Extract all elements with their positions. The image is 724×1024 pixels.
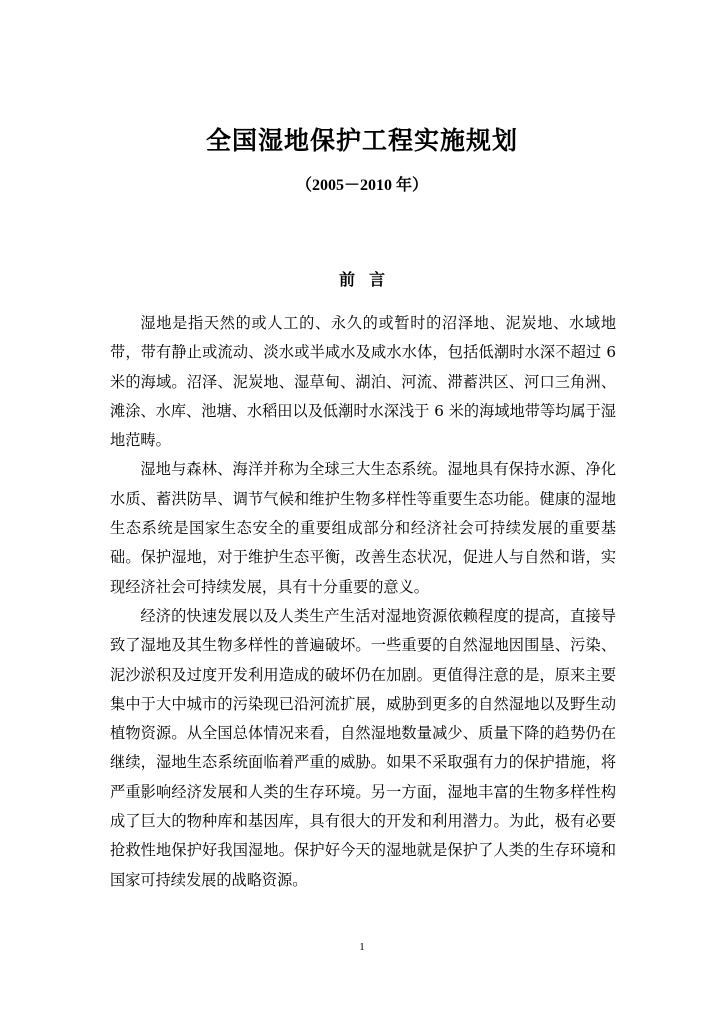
section-heading: 前言 <box>338 270 399 289</box>
page-number: 1 <box>359 941 365 953</box>
paragraph: 湿地与森林、海洋并称为全球三大生态系统。湿地具有保持水源、净化水质、蓄洪防旱、调节气候和维护生物多样性等重要生态功能。健康的湿地生态系统是国家生态安全的重要组成部分和经济社会可持续发展的重要基础。保护湿地，对于维护生态平衡，改善生态状况，促进人与自然和谐，实现经济社会可持续发展，具有十分重要的意义。 <box>110 460 616 596</box>
document-title: 全国湿地保护工程实施规划 <box>205 126 518 155</box>
paragraph: 湿地是指天然的或人工的、永久的或暂时的沼泽地、泥炭地、水域地带，带有静止或流动、淡水或半咸水及咸水水体，包括低潮时水深不超过 6 米的海域。沼泽、泥炭地、湿草甸、湖泊、河流、滞蓄洪区、河口三角洲、滩涂、水库、池塘、水稻田以及低潮时水深浅于 6 米的海域地带等均属于湿地范畴。 <box>110 314 616 450</box>
body-text <box>110 309 616 895</box>
paragraph: 经济的快速发展以及人类生产生活对湿地资源依赖程度的提高，直接导致了湿地及其生物多样性的普遍破坏。一些重要的自然湿地因围垦、污染、泥沙淤积及过度开发利用造成的破坏仍在加剧。更值得注意的是，原来主要集中于大中城市的污染现已沿河流扩展，威胁到更多的自然湿地以及野生动植物资源。从全国总体情况来看，自然湿地数量减少、质量下降的趋势仍在继续，湿地生态系统面临着严重的威胁。如果不采取强有力的保护措施，将严重影响经济发展和人类的生存环境。另一方面，湿地丰富的生物多样性构成了巨大的物种库和基因库，具有很大的开发和利用潜力。为此，极有必要抢救性地保护好我国湿地。保护好今天的湿地就是保护了人类的生存环境和国家可持续发展的战略资源。 <box>110 606 616 889</box>
document-subtitle: （2005－2010 年） <box>295 177 428 194</box>
